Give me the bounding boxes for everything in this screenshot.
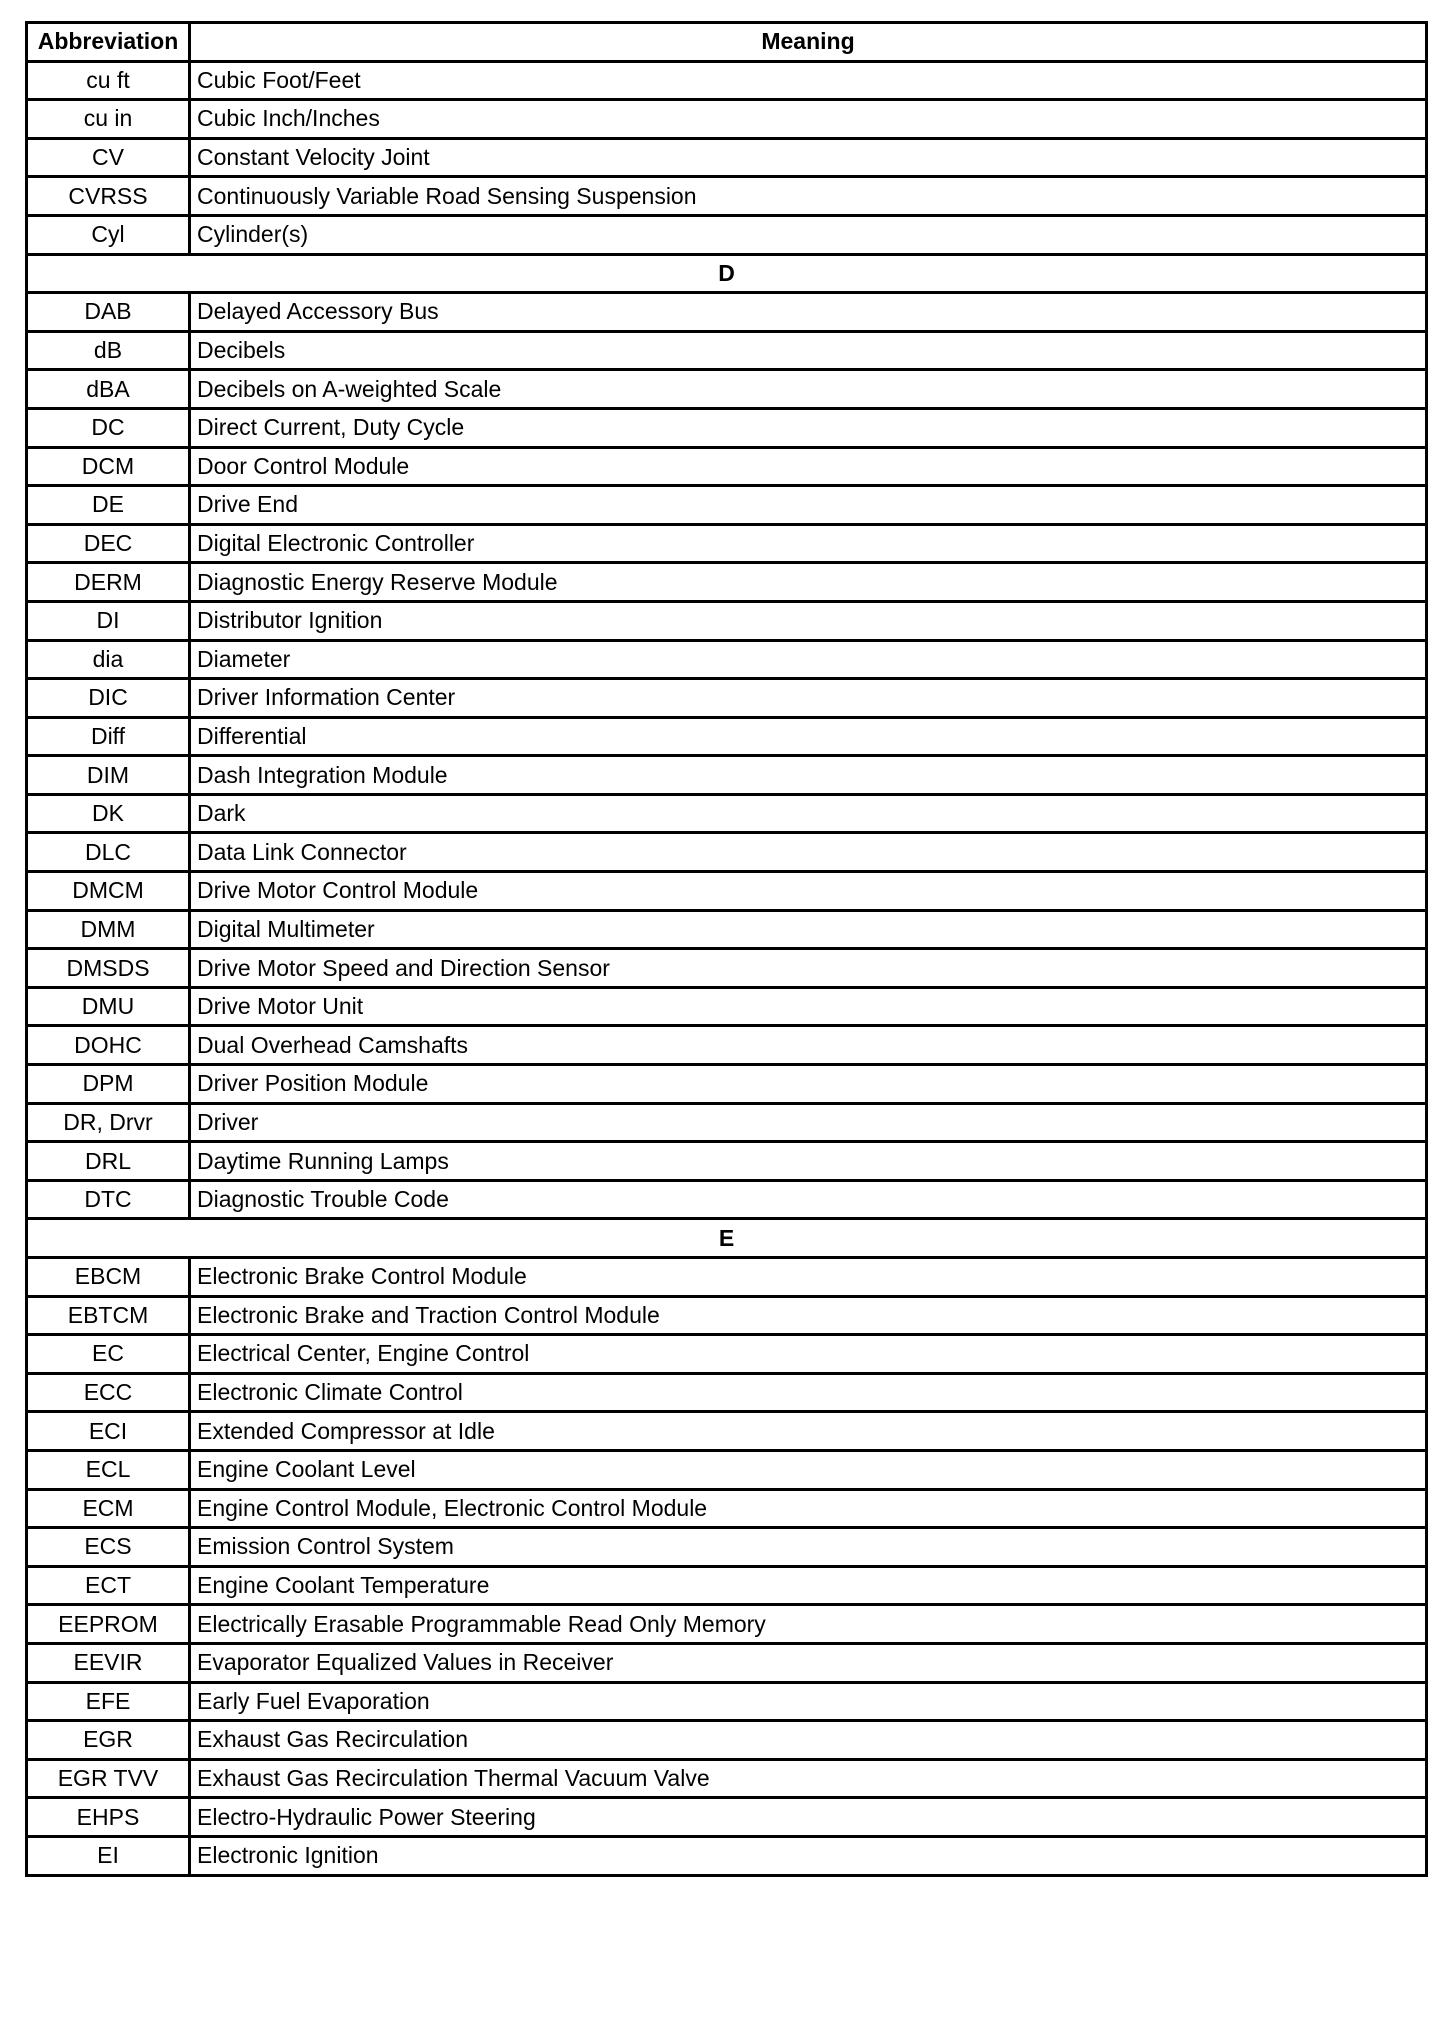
meaning-cell: Differential	[190, 717, 1427, 756]
meaning-cell: Door Control Module	[190, 447, 1427, 486]
meaning-cell: Drive End	[190, 486, 1427, 525]
table-row	[27, 1450, 1427, 1489]
meaning-cell: Driver	[190, 1103, 1427, 1142]
table-row	[27, 949, 1427, 988]
abbreviation-cell: DR, Drvr	[27, 1103, 190, 1142]
abbreviation-cell: EEPROM	[27, 1605, 190, 1644]
meaning-cell: Drive Motor Speed and Direction Sensor	[190, 949, 1427, 988]
abbreviation-column-header: Abbreviation	[27, 23, 190, 62]
meaning-cell: Data Link Connector	[190, 833, 1427, 872]
header-row	[27, 23, 1427, 62]
table-row	[27, 563, 1427, 602]
table-row	[27, 1798, 1427, 1837]
table-row	[27, 1605, 1427, 1644]
meaning-cell: Diagnostic Energy Reserve Module	[190, 563, 1427, 602]
meaning-cell: Dark	[190, 794, 1427, 833]
table-row	[27, 987, 1427, 1026]
abbreviation-cell: DI	[27, 601, 190, 640]
abbreviation-cell: DEC	[27, 524, 190, 563]
abbreviation-cell: DE	[27, 486, 190, 525]
abbreviation-cell: ECM	[27, 1489, 190, 1528]
meaning-cell: Constant Velocity Joint	[190, 138, 1427, 177]
abbreviation-cell: Cyl	[27, 215, 190, 254]
abbreviation-cell: DIM	[27, 756, 190, 795]
table-row	[27, 1142, 1427, 1181]
abbreviation-cell: ECC	[27, 1373, 190, 1412]
abbreviation-cell: DK	[27, 794, 190, 833]
abbreviation-cell: dB	[27, 331, 190, 370]
abbreviation-cell: DPM	[27, 1065, 190, 1104]
table-row	[27, 640, 1427, 679]
table-body	[27, 61, 1427, 1875]
table-row	[27, 1759, 1427, 1798]
abbreviation-cell: DRL	[27, 1142, 190, 1181]
abbreviation-cell: DC	[27, 408, 190, 447]
section-letter: D	[27, 254, 1427, 293]
table-row	[27, 794, 1427, 833]
meaning-cell: Electro-Hydraulic Power Steering	[190, 1798, 1427, 1837]
meaning-cell: Daytime Running Lamps	[190, 1142, 1427, 1181]
meaning-cell: Continuously Variable Road Sensing Suspension	[190, 177, 1427, 216]
meaning-cell: Driver Position Module	[190, 1065, 1427, 1104]
meaning-cell: Early Fuel Evaporation	[190, 1682, 1427, 1721]
section-header-row	[27, 1219, 1427, 1258]
table-row	[27, 1643, 1427, 1682]
table-row	[27, 100, 1427, 139]
table-row	[27, 756, 1427, 795]
meaning-cell: Engine Control Module, Electronic Control Module	[190, 1489, 1427, 1528]
abbreviation-cell: DTC	[27, 1180, 190, 1219]
abbreviation-cell: DAB	[27, 293, 190, 332]
meaning-cell: Electronic Brake and Traction Control Module	[190, 1296, 1427, 1335]
table-row	[27, 138, 1427, 177]
table-row	[27, 61, 1427, 100]
abbreviation-cell: ECT	[27, 1566, 190, 1605]
meaning-cell: Electronic Climate Control	[190, 1373, 1427, 1412]
table-row	[27, 1412, 1427, 1451]
section-header-row	[27, 254, 1427, 293]
meaning-cell: Diagnostic Trouble Code	[190, 1180, 1427, 1219]
table-row	[27, 601, 1427, 640]
table-row	[27, 717, 1427, 756]
meaning-cell: Electronic Brake Control Module	[190, 1258, 1427, 1297]
abbreviation-cell: DLC	[27, 833, 190, 872]
table-row	[27, 1296, 1427, 1335]
table-row	[27, 370, 1427, 409]
table-row	[27, 331, 1427, 370]
table-row	[27, 1103, 1427, 1142]
abbreviation-cell: CVRSS	[27, 177, 190, 216]
meaning-cell: Exhaust Gas Recirculation	[190, 1721, 1427, 1760]
meaning-cell: Diameter	[190, 640, 1427, 679]
abbreviation-cell: DMSDS	[27, 949, 190, 988]
meaning-column-header: Meaning	[190, 23, 1427, 62]
table-row	[27, 293, 1427, 332]
table-row	[27, 447, 1427, 486]
table-row	[27, 177, 1427, 216]
meaning-cell: Drive Motor Control Module	[190, 872, 1427, 911]
abbreviation-cell: cu ft	[27, 61, 190, 100]
table-row	[27, 872, 1427, 911]
meaning-cell: Decibels	[190, 331, 1427, 370]
meaning-cell: Cubic Foot/Feet	[190, 61, 1427, 100]
table-row	[27, 486, 1427, 525]
section-letter: E	[27, 1219, 1427, 1258]
table-row	[27, 408, 1427, 447]
meaning-cell: Electronic Ignition	[190, 1836, 1427, 1875]
meaning-cell: Electrical Center, Engine Control	[190, 1335, 1427, 1374]
table-row	[27, 1335, 1427, 1374]
table-row	[27, 524, 1427, 563]
abbreviation-cell: EHPS	[27, 1798, 190, 1837]
meaning-cell: Extended Compressor at Idle	[190, 1412, 1427, 1451]
abbreviation-cell: DMCM	[27, 872, 190, 911]
abbreviation-cell: dBA	[27, 370, 190, 409]
meaning-cell: Driver Information Center	[190, 679, 1427, 718]
table-row	[27, 1258, 1427, 1297]
table-row	[27, 1528, 1427, 1567]
abbreviation-cell: EGR	[27, 1721, 190, 1760]
table-row	[27, 1065, 1427, 1104]
abbreviation-cell: EEVIR	[27, 1643, 190, 1682]
abbreviation-cell: ECL	[27, 1450, 190, 1489]
meaning-cell: Digital Multimeter	[190, 910, 1427, 949]
meaning-cell: Engine Coolant Temperature	[190, 1566, 1427, 1605]
table-row	[27, 1373, 1427, 1412]
table-row	[27, 1682, 1427, 1721]
abbreviation-cell: ECS	[27, 1528, 190, 1567]
abbreviation-table	[25, 21, 1428, 1877]
abbreviation-cell: CV	[27, 138, 190, 177]
abbreviation-cell: dia	[27, 640, 190, 679]
meaning-cell: Dash Integration Module	[190, 756, 1427, 795]
meaning-cell: Electrically Erasable Programmable Read Only Memory	[190, 1605, 1427, 1644]
meaning-cell: Cubic Inch/Inches	[190, 100, 1427, 139]
abbreviation-cell: cu in	[27, 100, 190, 139]
abbreviation-cell: DIC	[27, 679, 190, 718]
table-row	[27, 1026, 1427, 1065]
abbreviation-cell: EBCM	[27, 1258, 190, 1297]
abbreviation-cell: DCM	[27, 447, 190, 486]
abbreviation-cell: ECI	[27, 1412, 190, 1451]
abbreviation-cell: Diff	[27, 717, 190, 756]
abbreviation-cell: EFE	[27, 1682, 190, 1721]
abbreviation-cell: EI	[27, 1836, 190, 1875]
meaning-cell: Direct Current, Duty Cycle	[190, 408, 1427, 447]
meaning-cell: Decibels on A-weighted Scale	[190, 370, 1427, 409]
abbreviation-cell: EBTCM	[27, 1296, 190, 1335]
meaning-cell: Distributor Ignition	[190, 601, 1427, 640]
table-row	[27, 833, 1427, 872]
table-row	[27, 1836, 1427, 1875]
abbreviation-cell: EGR TVV	[27, 1759, 190, 1798]
meaning-cell: Evaporator Equalized Values in Receiver	[190, 1643, 1427, 1682]
table-row	[27, 1566, 1427, 1605]
table-row	[27, 679, 1427, 718]
table-row	[27, 1721, 1427, 1760]
meaning-cell: Cylinder(s)	[190, 215, 1427, 254]
meaning-cell: Engine Coolant Level	[190, 1450, 1427, 1489]
abbreviation-cell: DMU	[27, 987, 190, 1026]
meaning-cell: Emission Control System	[190, 1528, 1427, 1567]
meaning-cell: Dual Overhead Camshafts	[190, 1026, 1427, 1065]
meaning-cell: Digital Electronic Controller	[190, 524, 1427, 563]
table-row	[27, 1489, 1427, 1528]
meaning-cell: Exhaust Gas Recirculation Thermal Vacuum Valve	[190, 1759, 1427, 1798]
abbreviation-cell: DMM	[27, 910, 190, 949]
abbreviation-cell: DERM	[27, 563, 190, 602]
abbreviation-cell: EC	[27, 1335, 190, 1374]
meaning-cell: Delayed Accessory Bus	[190, 293, 1427, 332]
table-row	[27, 215, 1427, 254]
table-row	[27, 1180, 1427, 1219]
abbreviation-cell: DOHC	[27, 1026, 190, 1065]
meaning-cell: Drive Motor Unit	[190, 987, 1427, 1026]
table-row	[27, 910, 1427, 949]
